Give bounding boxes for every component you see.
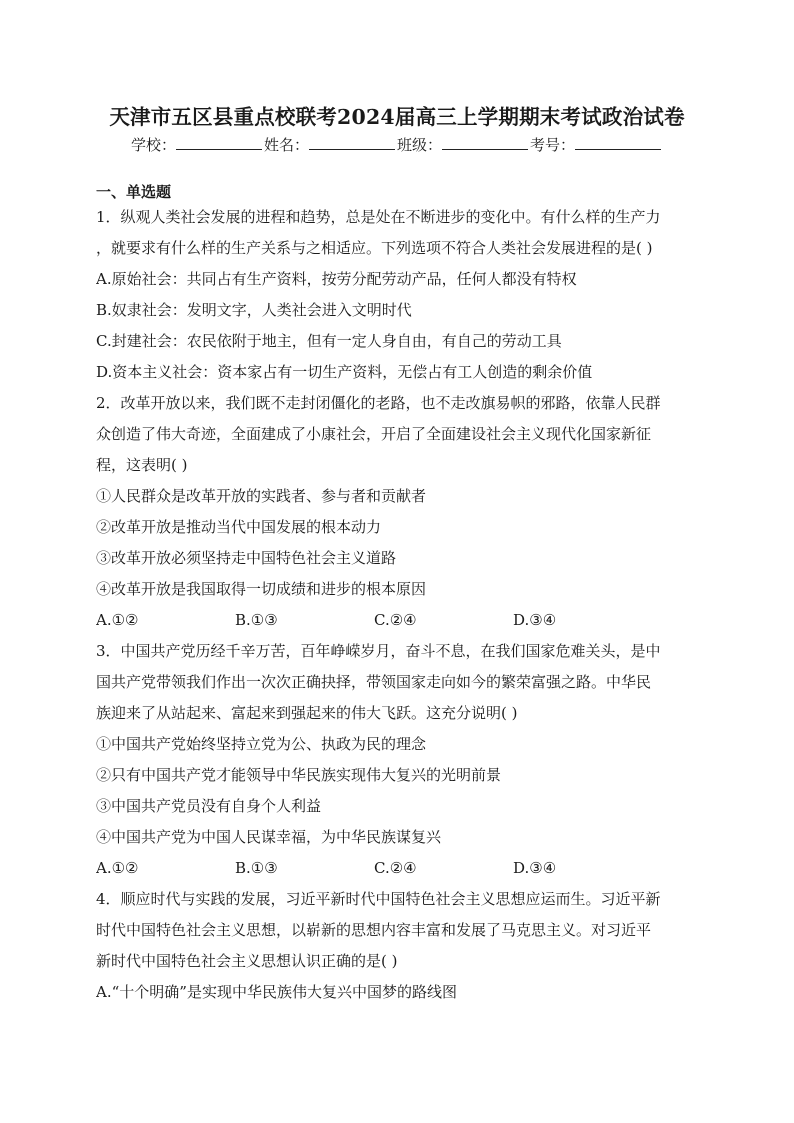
answer-option[interactable]: B.奴隶社会：发明文字，人类社会进入文明时代 (96, 301, 412, 319)
question-stem-line: 众创造了伟大奇迹，全面建成了小康社会，开启了全面建设社会主义现代化国家新征 (96, 425, 652, 443)
options-row (96, 853, 696, 884)
question-1 (96, 202, 696, 388)
statement-item: ②只有中国共产党才能领导中华民族实现伟大复兴的光明前景 (96, 766, 502, 784)
question-2 (96, 388, 696, 636)
question-4 (96, 884, 696, 1008)
school-blank[interactable] (176, 135, 262, 150)
answer-option[interactable]: A.原始社会：共同占有生产资料，按劳分配劳动产品，任何人都没有特权 (96, 270, 577, 288)
answer-option-d[interactable]: D.③④ (513, 611, 557, 629)
statement-item: ③改革开放必须坚持走中国特色社会主义道路 (96, 549, 397, 567)
name-label: 姓名： (263, 136, 309, 154)
answer-option-b[interactable]: B.①③ (235, 611, 278, 629)
student-info-row (0, 134, 794, 155)
statement-item: ②改革开放是推动当代中国发展的根本动力 (96, 518, 382, 536)
question-stem-line: 2．改革开放以来，我们既不走封闭僵化的老路，也不走改旗易帜的邪路，依靠人民群 (96, 394, 661, 412)
answer-option-c[interactable]: C.②④ (374, 611, 417, 629)
statement-item: ③中国共产党员没有自身个人利益 (96, 797, 322, 815)
question-stem-line: 程，这表明( ) (96, 456, 188, 474)
class-label: 班级： (397, 136, 443, 154)
number-label: 考号： (530, 136, 576, 154)
page-title: 天津市五区县重点校联考2024届高三上学期期末考试政治试卷 (109, 105, 685, 129)
statement-item: ④中国共产党为中国人民谋幸福，为中华民族谋复兴 (96, 828, 442, 846)
answer-option[interactable]: A.“十个明确”是实现中华民族伟大复兴中国梦的路线图 (96, 983, 457, 1001)
question-stem-line: 族迎来了从站起来、富起来到强起来的伟大飞跃。这充分说明( ) (96, 704, 518, 722)
question-list (96, 202, 696, 1008)
question-stem-line: 3．中国共产党历经千辛万苦，百年峥嵘岁月，奋斗不息，在我们国家危难关头，是中 (96, 642, 661, 660)
school-label: 学校： (130, 136, 176, 154)
statement-item: ①中国共产党始终坚持立党为公、执政为民的理念 (96, 735, 427, 753)
name-blank[interactable] (309, 135, 395, 150)
question-stem-line: 时代中国特色社会主义思想，以崭新的思想内容丰富和发展了马克思主义。对习近平 (96, 921, 652, 939)
answer-option[interactable]: D.资本主义社会：资本家占有一切生产资料，无偿占有工人创造的剩余价值 (96, 363, 593, 381)
options-row (96, 605, 696, 636)
statement-item: ①人民群众是改革开放的实践者、参与者和贡献者 (96, 487, 427, 505)
answer-option[interactable]: C.封建社会：农民依附于地主，但有一定人身自由，有自己的劳动工具 (96, 332, 562, 350)
question-stem-line: ，就要求有什么样的生产关系与之相适应。下列选项不符合人类社会发展进程的是( ) (96, 239, 653, 257)
number-blank[interactable] (575, 135, 661, 150)
statement-item: ④改革开放是我国取得一切成绩和进步的根本原因 (96, 580, 427, 598)
question-3 (96, 636, 696, 884)
section-heading: 一、单选题 (96, 183, 172, 201)
answer-option-a[interactable]: A.①② (96, 611, 139, 629)
class-blank[interactable] (442, 135, 528, 150)
question-stem-line: 新时代中国特色社会主义思想认识正确的是( ) (96, 952, 398, 970)
question-stem-line: 国共产党带领我们作出一次次正确抉择，带领国家走向如今的繁荣富强之路。中华民 (96, 673, 652, 691)
answer-option-b[interactable]: B.①③ (235, 859, 278, 877)
question-stem-line: 1．纵观人类社会发展的进程和趋势，总是处在不断进步的变化中。有什么样的生产力 (96, 208, 661, 226)
question-stem-line: 4．顺应时代与实践的发展，习近平新时代中国特色社会主义思想应运而生。习近平新 (96, 890, 661, 908)
answer-option-d[interactable]: D.③④ (513, 859, 557, 877)
answer-option-c[interactable]: C.②④ (374, 859, 417, 877)
answer-option-a[interactable]: A.①② (96, 859, 139, 877)
